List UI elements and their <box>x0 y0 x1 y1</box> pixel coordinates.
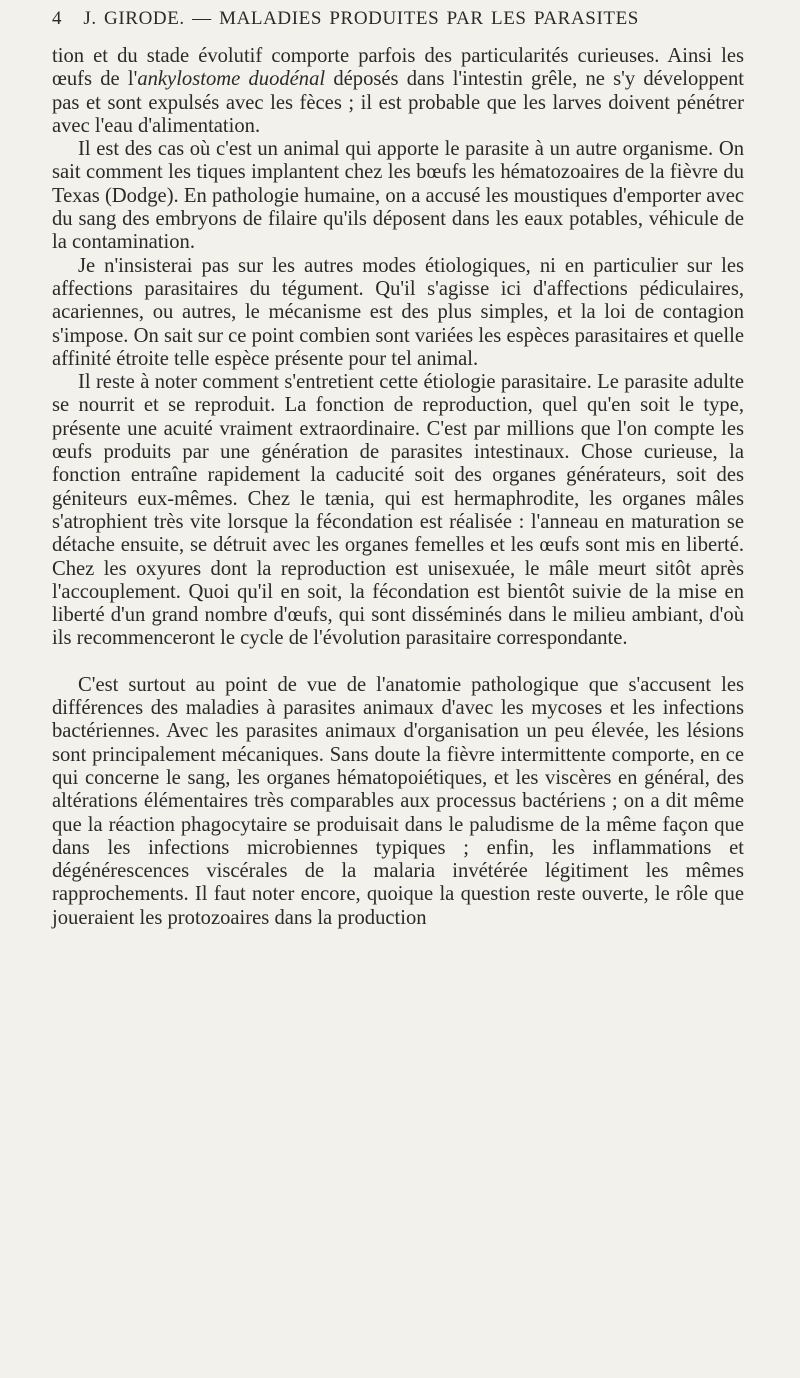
paragraph-1-text-end: déposés dans l'intestin grêle, ne s'y développent pas et sont expulsés avec les fèces ; il est probable que les larves doivent pénétrer avec l'eau d'alimentation. <box>52 68 744 137</box>
paragraph-4: Il reste à noter comment s'entretient cette étiologie parasitaire. Le parasite adulte se nourrit et se reproduit. La fonction de reproduction, quel qu'en soit le type, présente une acuité vraiment extraordinaire. C'est par millions que l'on compte les œufs produits par une génération de parasites intestinaux. Chose curieuse, la fonction entraîne rapidement la caducité soit des organes générateurs, soit des géniteurs eux-mêmes. Chez le tænia, qui est hermaphrodite, les organes mâles s'atrophient très vite lorsque la fécondation est réalisée : l'anneau en maturation se détache ensuite, se détruit avec les organes femelles et les œufs sont mis en liberté. Chez les oxyures dont la reproduction est unisexuée, le mâle meurt sitôt après l'accouplement. Quoi qu'il en soit, la fécondation est bientôt suivie de la mise en liberté d'un grand nombre d'œufs, qui sont disséminés dans le milieu ambiant, d'où ils recommenceront le cycle de l'évolution parasitaire correspondante. <box>52 371 744 650</box>
paragraph-3: Je n'insisterai pas sur les autres modes étiologiques, ni en particulier sur les affections parasitaires du tégument. Qu'il s'agisse ici d'affections pédiculaires, acariennes, ou autres, le mécanisme est des plus simples, et la loi de contagion s'impose. On sait sur ce point combien sont variées les espèces parasitaires et quelle affinité étroite telle espèce présente pour tel animal. <box>52 254 744 370</box>
paragraph-5: C'est surtout au point de vue de l'anatomie pathologique que s'accusent les différences des maladies à parasites animaux d'avec les mycoses et les infections bactériennes. Avec les parasites animaux d'organisation un peu élevée, les lésions sont principalement mécaniques. Sans doute la fièvre intermittente comporte, en ce qui concerne le sang, les organes hématopoiétiques, et les viscères en général, des altérations élémentaires très comparables aux processus bactériens ; on a dit même que la réaction phagocytaire se produisait dans le paludisme de la même façon que dans les infections microbiennes typiques ; enfin, les inflammations et dégénérescences viscérales de la malaria invétérée légitiment les mêmes rapprochements. Il faut noter encore, quoique la question reste ouverte, le rôle que joueraient les protozoaires dans la production <box>52 673 744 929</box>
paragraph-2: Il est des cas où c'est un animal qui apporte le parasite à un autre organisme. On sait comment les tiques implantent chez les bœufs les hématozoaires de la fièvre du Texas (Dodge). En pathologie humaine, on a accusé les moustiques d'emporter avec du sang des embryons de filaire qu'ils déposent dans les eaux potables, véhicule de la contamination. <box>52 138 744 254</box>
body-text <box>52 45 744 930</box>
paragraph-1-italic-term: ankylostome duodénal <box>137 68 326 91</box>
paragraph-1-text-start: tion et du stade évolutif comporte parfois des particularités curieuses. Ainsi les œufs de l' <box>52 45 744 91</box>
running-header <box>52 8 742 38</box>
page-number: 4 <box>52 8 63 29</box>
paragraph-1 <box>52 45 744 138</box>
running-title: J. GIRODE. — MALADIES PRODUITES PAR LES PARASITES <box>83 8 639 29</box>
